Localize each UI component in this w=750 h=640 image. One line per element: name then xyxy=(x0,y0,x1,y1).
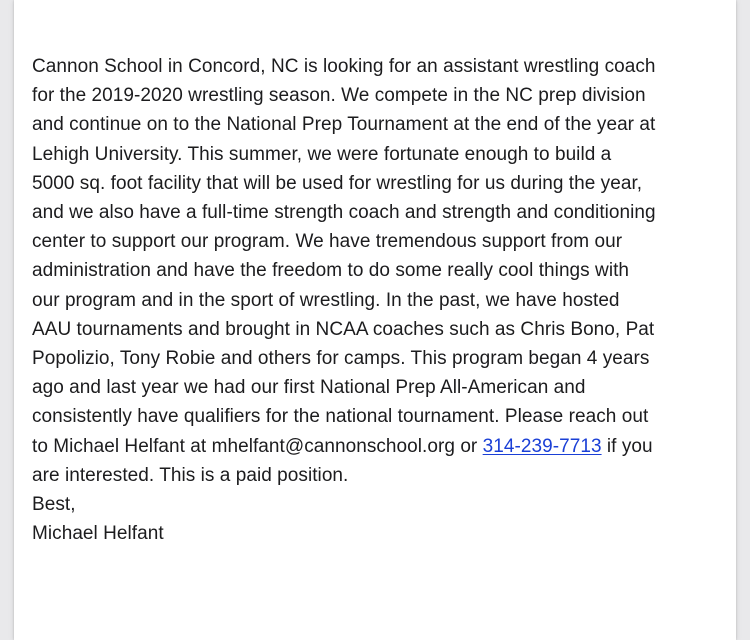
message-paragraph xyxy=(32,52,732,490)
message-line: and we also have a full-time strength coach and strength and conditioning xyxy=(32,202,656,224)
message-line: for the 2019-2020 wrestling season. We compete in the NC prep division xyxy=(32,85,646,107)
contact-line-suffix: if you xyxy=(601,435,653,457)
message-line: Popolizio, Tony Robie and others for camps. This program began 4 years xyxy=(32,348,650,370)
message-line: administration and have the freedom to do some really cool things with xyxy=(32,260,630,282)
message-line: consistently have qualifiers for the national tournament. Please reach out xyxy=(32,406,649,428)
message-sheet xyxy=(14,0,736,640)
message-line: ago and last year we had our first National Prep All-American and xyxy=(32,377,586,399)
phone-number-link[interactable]: 314-239-7713 xyxy=(482,435,602,457)
closing-line: are interested. This is a paid position. xyxy=(32,464,349,486)
signoff-block xyxy=(32,490,732,548)
signoff: Best, xyxy=(32,494,76,516)
contact-line-prefix: to Michael Helfant at mhelfant@cannonschool.org or xyxy=(32,435,483,457)
message-line: 5000 sq. foot facility that will be used for wrestling for us during the year, xyxy=(32,172,643,194)
message-line: Lehigh University. This summer, we were fortunate enough to build a xyxy=(32,143,612,165)
message-line: and continue on to the National Prep Tournament at the end of the year at xyxy=(32,114,656,136)
message-line: center to support our program. We have tremendous support from our xyxy=(32,231,623,253)
message-line: AAU tournaments and brought in NCAA coaches such as Chris Bono, Pat xyxy=(32,318,655,340)
message-body xyxy=(32,52,732,548)
message-line: our program and in the sport of wrestling. In the past, we have hosted xyxy=(32,289,620,311)
signature-name: Michael Helfant xyxy=(32,523,164,545)
message-line: Cannon School in Concord, NC is looking for an assistant wrestling coach xyxy=(32,56,656,77)
